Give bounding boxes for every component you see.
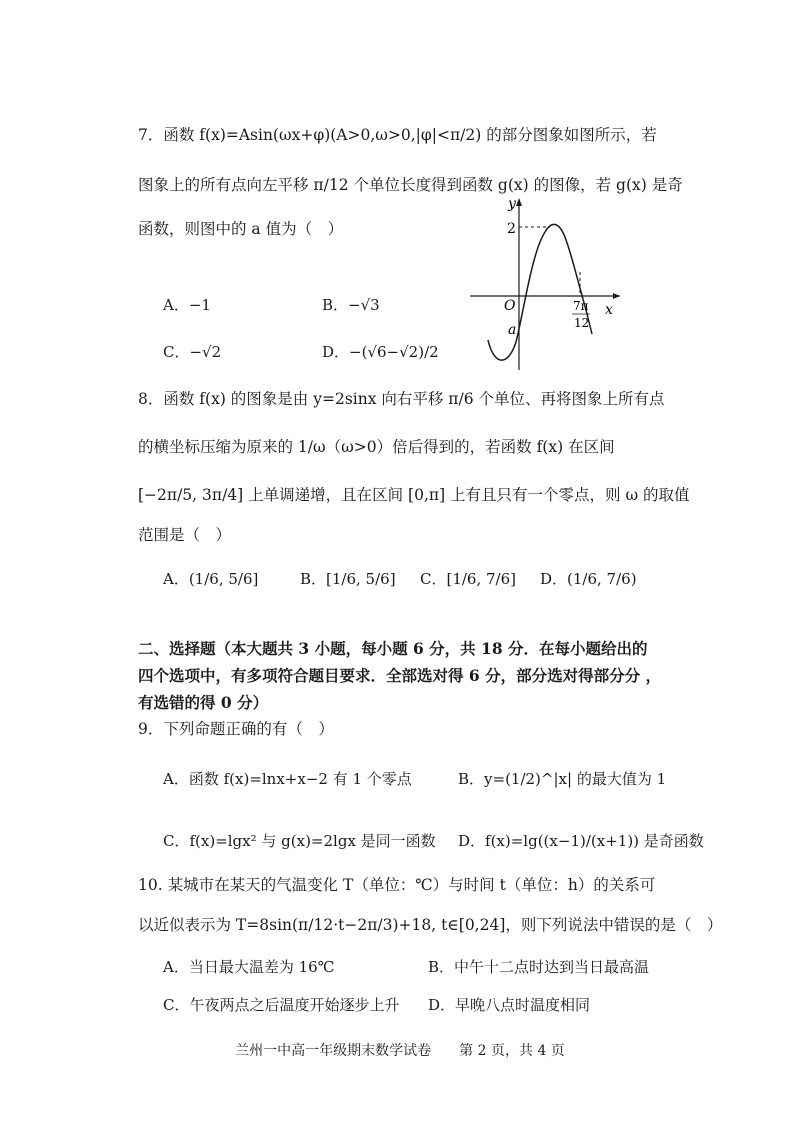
tick-numerator: 7π [573, 299, 589, 313]
max-value-label: 2 [507, 221, 516, 237]
q10-option-d[interactable]: D．早晚八点时温度相同 [428, 996, 591, 1014]
q9-option-d[interactable]: D．f(x)=lg((x−1)/(x+1)) 是奇函数 [458, 832, 704, 850]
y-axis-label: y [508, 196, 516, 212]
q10-option-c[interactable]: C．午夜两点之后温度开始逐步上升 [163, 996, 400, 1014]
section2-line2: 四个选项中，有多项符合题目要求．全部选对得 6 分，部分选对得部分分 ， [138, 666, 661, 685]
sine-curve [488, 224, 592, 360]
section2-line1: 二、选择题（本大题共 3 小题，每小题 6 分，共 18 分．在每小题给出的 [138, 639, 648, 658]
x-axis-label: x [605, 302, 613, 318]
q7-option-c[interactable]: C．−√2 [163, 343, 222, 361]
q8-line4: 范围是（ ） [138, 526, 232, 544]
q7-option-b[interactable]: B．−√3 [322, 296, 380, 314]
q7-option-d[interactable]: D．−(√6−√2)/2 [322, 343, 439, 361]
q8-line2: 的横坐标压缩为原来的 1/ω（ω>0）倍后得到的，若函数 f(x) 在区间 [138, 438, 615, 456]
q10-line1: 10. 某城市在某天的气温变化 T（单位：℃）与时间 t（单位：h）的关系可 [138, 876, 656, 894]
q9-option-a[interactable]: A．函数 f(x)=lnx+x−2 有 1 个零点 [163, 770, 412, 788]
q9-stem: 9．下列命题正确的有（ ） [138, 720, 334, 738]
q7-option-a[interactable]: A．−1 [163, 296, 211, 314]
q8-option-b[interactable]: B．[1/6, 5/6] [300, 570, 396, 588]
a-value-label: a [508, 322, 517, 338]
q9-option-b[interactable]: B．y=(1/2)^|x| 的最大值为 1 [458, 770, 667, 788]
section2-line3: 有选错的得 0 分） [138, 693, 269, 712]
q10-line2: 以近似表示为 T=8sin(π/12·t−2π/3)+18, t∈[0,24]，则下列说法中错误的是（ ） [138, 916, 723, 934]
q8-line1: 8．函数 f(x) 的图象是由 y=2sinx 向右平移 π/6 个单位、再将图象上所有点 [138, 390, 665, 408]
q10-option-a[interactable]: A．当日最大温差为 16℃ [163, 958, 335, 976]
y-axis-arrow-icon [516, 198, 522, 206]
q7-sine-graph [470, 192, 630, 372]
q8-line3: [−2π/5, 3π/4] 上单调递增，且在区间 [0,π] 上有且只有一个零点，则 ω 的取值 [138, 486, 690, 504]
x-axis-arrow-icon [613, 293, 620, 299]
q7-line3: 函数，则图中的 a 值为（ ） [138, 220, 344, 238]
q9-option-c[interactable]: C．f(x)=lgx² 与 g(x)=2lgx 是同一函数 [163, 832, 436, 850]
q8-option-d[interactable]: D．(1/6, 7/6) [540, 570, 637, 588]
q8-option-a[interactable]: A．(1/6, 5/6] [163, 570, 259, 588]
tick-denominator: 12 [574, 316, 590, 330]
origin-label: O [504, 298, 516, 314]
q8-option-c[interactable]: C．[1/6, 7/6] [420, 570, 516, 588]
q10-option-b[interactable]: B．中午十二点时达到当日最高温 [428, 958, 650, 976]
q7-line1: 7．函数 f(x)=Asin(ωx+φ)(A>0,ω>0,|φ|<π/2) 的部分图象如图所示，若 [138, 126, 657, 144]
page-footer: 兰州一中高一年级期末数学试卷 第 2 页，共 4 页 [235, 1043, 565, 1059]
q7-line2: 图象上的所有点向左平移 π/12 个单位长度得到函数 g(x) 的图像，若 g(x) 是奇 [138, 176, 683, 194]
